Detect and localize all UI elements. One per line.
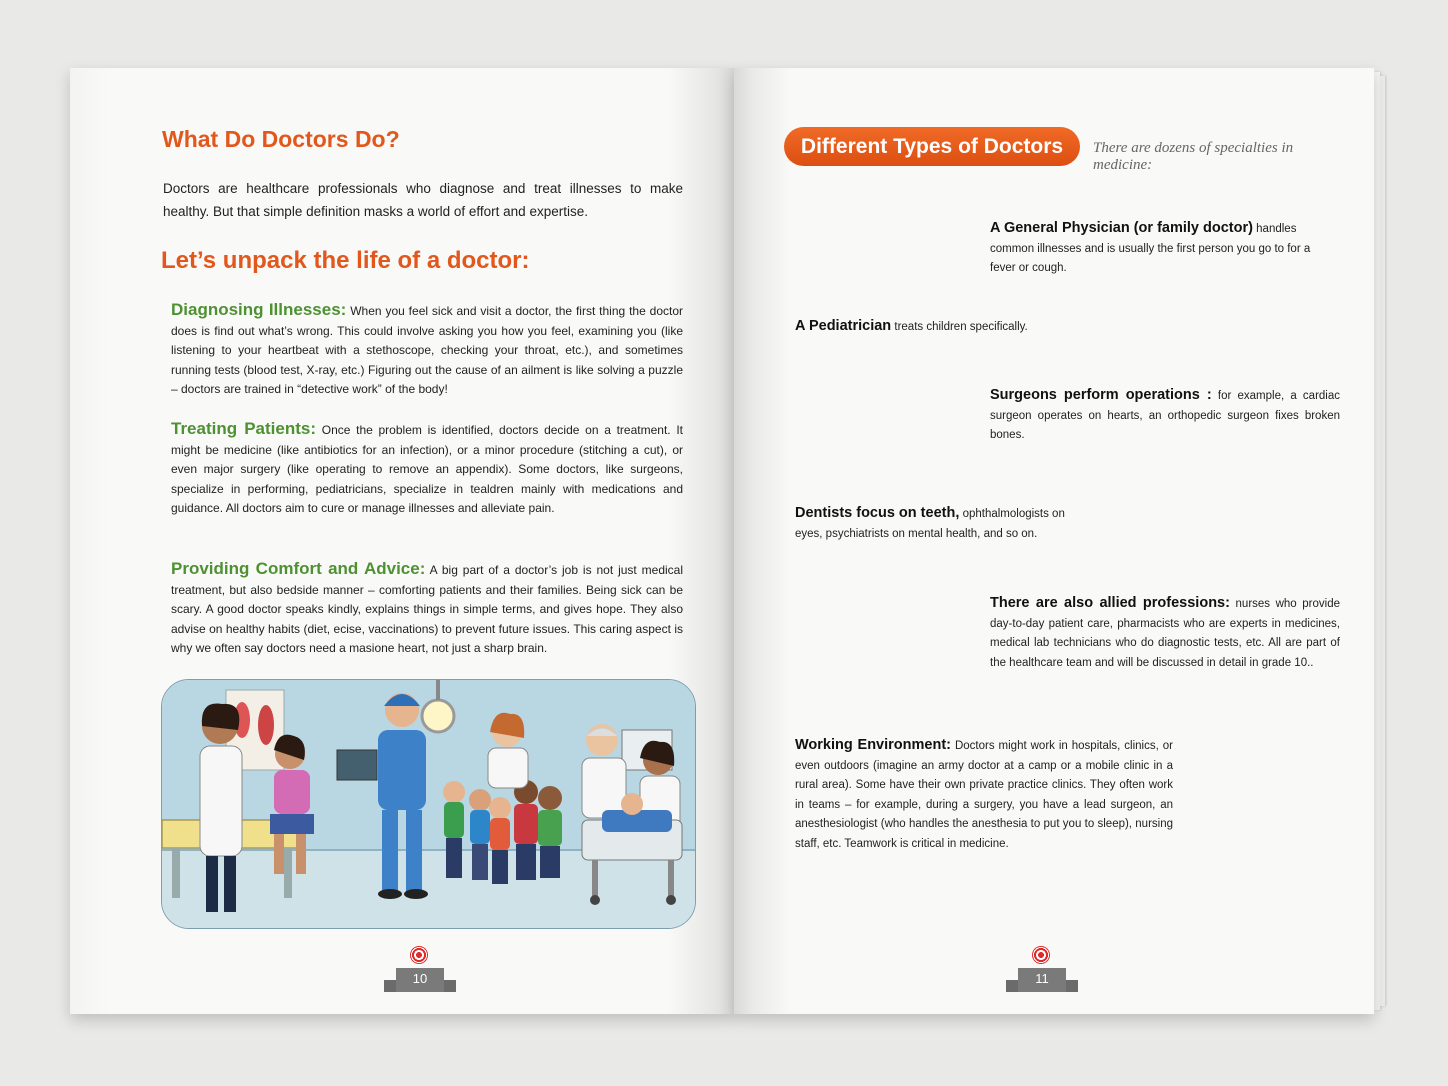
entry-text: nurses who provide day-to-day patient care, pharmacists who are experts in medicines, medical lab technicians who do diagnostic tests, etc. All are part of the healthcare team and will be discussed in detail in grade 10..	[990, 598, 1340, 669]
page-number-badge-right	[1006, 946, 1078, 992]
page-title: What Do Doctors Do?	[162, 126, 400, 152]
hospital-illustration	[161, 679, 696, 929]
section-heading: Providing Comfort and Advice:	[171, 559, 426, 578]
section-text: Once the problem is identified, doctors decide on a treatment. It might be medicine (like antibiotics for an infection), or a minor procedure (stitching a cut), or even major surgery (like operating to remove an appendix). Some doctors, like surgeons, specialize in performing, pediatricians, specialize in tealdren mainly with medications and guidance. All doctors aim to cure or manage illnesses and alleviate pain.	[171, 423, 683, 515]
entry-text: ophthalmologists on eyes, psychiatrists on mental health, and so on.	[795, 508, 1065, 540]
section-title-pill: Different Types of Doctors	[784, 127, 1080, 166]
entry-working-environment	[795, 736, 1173, 854]
target-icon	[410, 946, 428, 964]
entry-pediatrician	[795, 317, 1195, 338]
section-text: A big part of a doctor’s job is not just medical treatment, but also bedside manner – comforting patients and their families. Being sick can be scary. A good doctor speaks kindly, explains things in simple terms, and gives hope. They also advise on healthy habits (diet, ecise, vaccinations) to prevent future issues. This caring aspect is why we often say doctors need a masione heart, not just a sharp brain.	[171, 563, 684, 655]
entry-lead: A General Physician (or family doctor)	[990, 220, 1253, 236]
target-icon	[1032, 946, 1050, 964]
specialties-note: There are dozens of specialties in medicine:	[1093, 140, 1294, 173]
hospital-scene-image	[162, 680, 695, 928]
section-comfort	[171, 559, 683, 659]
intro-paragraph: Doctors are healthcare professionals who diagnose and treat illnesses to make healthy. But that simple definition masks a world of effort and expertise.	[163, 181, 683, 219]
section-treating	[171, 419, 683, 519]
page-number: 11	[1035, 971, 1049, 986]
entry-lead: A Pediatrician	[795, 318, 892, 334]
section-heading: Treating Patients:	[171, 419, 317, 438]
entry-lead: Working Environment:	[795, 737, 951, 753]
section-text: When you feel sick and visit a doctor, the first thing the doctor does is find out what’s wrong. This could involve asking you how you feel, examining you (like listening to your heartbeat with a stethoscope, checking your throat, etc.), and sometimes running tests (blood test, X-ray, etc.) Figuring out the cause of an ailment is like solving a puzzle – doctors are trained in “detective work” of the body!	[171, 304, 684, 396]
section-heading: Diagnosing Illnesses:	[171, 300, 347, 319]
entry-lead: There are also allied professions:	[990, 595, 1230, 611]
page-number-badge-left	[384, 946, 456, 992]
entry-text: treats children specifically.	[894, 321, 1028, 333]
entry-allied	[990, 594, 1340, 673]
page-number: 10	[412, 971, 428, 986]
entry-text: Doctors might work in hospitals, clinics, or even outdoors (imagine an army doctor at a camp or a mobile clinic in a rural area). Some have their own private practice clinics. They often work in teams – for example, during a surgery, you have a lead surgeon, an anesthesiologist (who handles the anesthesia to put you to sleep), nursing staff, etc. Teamwork is critical in medicine.	[795, 740, 1173, 850]
section-diagnosing	[171, 300, 683, 400]
entry-text: handles common illnesses and is usually the first person you go to for a fever or cough.	[990, 223, 1311, 274]
entry-lead: Surgeons perform operations :	[990, 387, 1212, 403]
entry-text: for example, a cardiac surgeon operates on hearts, an orthopedic surgeon fixes broken bones.	[990, 390, 1341, 441]
entry-lead: Dentists focus on teeth,	[795, 505, 960, 521]
page-stack-edge	[1380, 76, 1385, 1006]
entry-surgeons	[990, 386, 1340, 446]
entry-dentists	[795, 504, 1095, 544]
section-subtitle: Let’s unpack the life of a doctor:	[161, 247, 530, 274]
entry-general-physician	[990, 219, 1316, 279]
